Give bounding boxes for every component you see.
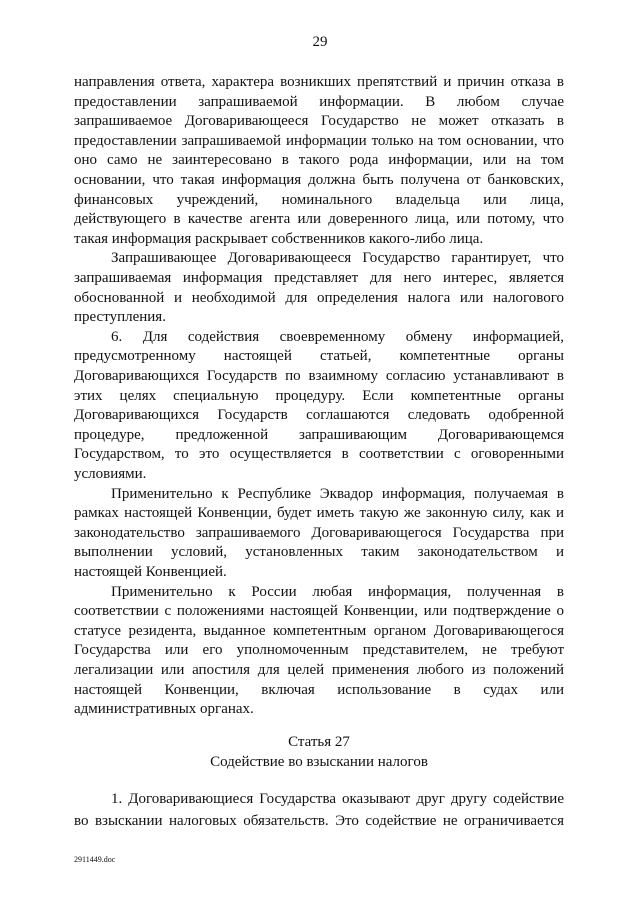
- article-heading: Статья 27: [288, 734, 350, 750]
- text-line: Применительно к России любая информация, полученная в: [111, 583, 564, 600]
- text-line: настоящей Конвенции, включая использование в судах или: [74, 681, 564, 698]
- text-line: преступления.: [74, 309, 166, 326]
- text-line: запрашиваемая информация представляет для него интерес, является: [74, 270, 564, 286]
- text-line: Применительно к Республике Эквадор информация, получаемая в: [111, 485, 564, 502]
- text-line: Запрашивающее Договаривающееся Государство гарантирует, что: [111, 250, 564, 267]
- text-line: соответствии с положениями настоящей Конвенции, или подтверждение о: [74, 603, 564, 620]
- text-line: Договаривающихся Государств по взаимному согласию устанавливают в: [74, 368, 564, 384]
- text-line: легализации или апостиля для целей применения любого из положений: [74, 662, 564, 678]
- text-line: рамках настоящей Конвенции, будет иметь такую же законную силу, как и: [74, 505, 564, 522]
- text-line: оно само не заинтересовано в такого рода информации, или на том: [74, 152, 564, 169]
- text-line: финансовых учреждений, номинального владельца или лица,: [74, 191, 564, 208]
- text-line: во взыскании налоговых обязательств. Это содействие не ограничивается: [74, 813, 564, 829]
- text-line: Государством, то это осуществляется в соответствии с оговоренными: [74, 446, 564, 463]
- text-line: действующего в качестве агента или доверенного лица, или потому, что: [74, 211, 564, 228]
- text-line: обоснованной и необходимой для определения налога или налогового: [74, 289, 564, 306]
- text-line: предусмотренному настоящей статьей, компетентные органы: [74, 348, 564, 365]
- text-line: 6. Для содействия своевременному обмену информацией,: [111, 328, 564, 345]
- text-line: такая информация раскрывает собственников какого-либо лица.: [74, 230, 484, 247]
- text-line: предоставлении запрашиваемой информации только на том основании, что: [74, 132, 564, 149]
- text-line: 1. Договаривающиеся Государства оказывают друг другу содействие: [111, 791, 564, 807]
- text-line: этих целях специальную процедуру. Если компетентные органы: [74, 387, 564, 404]
- text-line: направления ответа, характера возникших препятствий и причин отказа в: [74, 74, 564, 90]
- text-line: административных органах.: [74, 701, 254, 718]
- text-line: условиями.: [74, 466, 147, 482]
- text-line: выполнении условий, установленных таким законодательством и: [74, 544, 564, 561]
- text-line: предоставлении запрашиваемой информации. В любом случае: [74, 93, 564, 110]
- text-line: Государства или его уполномоченным представителем, не требуют: [74, 642, 564, 659]
- text-line: законодательство запрашиваемого Договаривающегося Государства при: [74, 524, 564, 541]
- text-line: основании, что такая информация должна быть получена от банковских,: [74, 172, 564, 188]
- page-number: 29: [312, 34, 328, 50]
- article-title: Содействие во взыскании налогов: [210, 754, 428, 770]
- text-line: процедуре, предложенной запрашивающим Договаривающемся: [74, 426, 564, 443]
- document-footer: 2911449.doc: [74, 855, 116, 864]
- text-line: запрашиваемое Договаривающееся Государство не может отказать в: [74, 113, 564, 130]
- text-line: статусе резидента, выданное компетентным органом Договаривающегося: [74, 622, 564, 639]
- text-line: Договаривающихся Государств соглашаются следовать одобренной: [74, 407, 564, 424]
- text-line: настоящей Конвенцией.: [74, 564, 227, 580]
